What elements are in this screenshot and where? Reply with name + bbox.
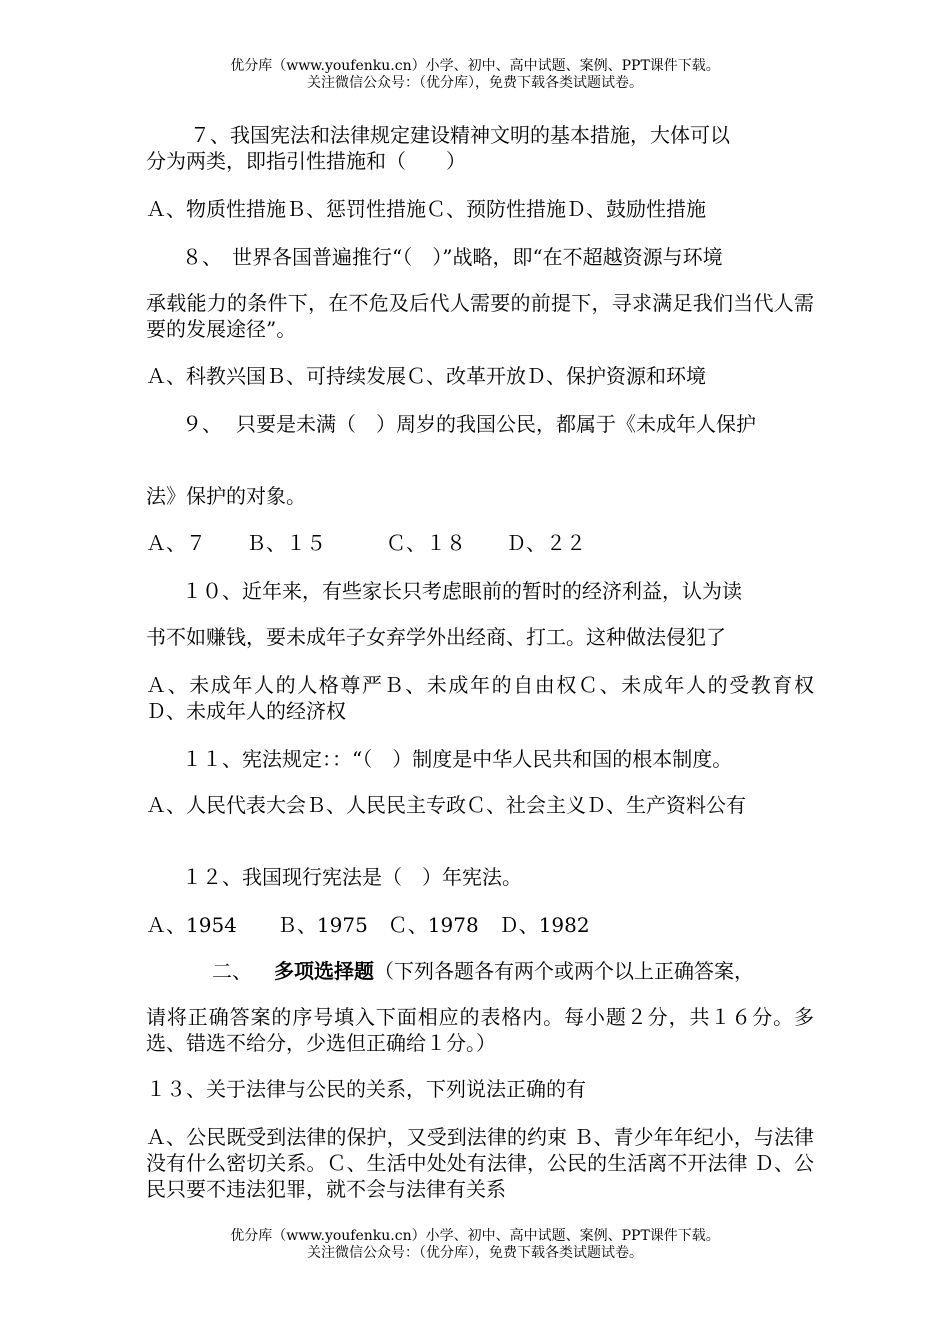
- question-7-line-2: 分为两类，即指引性措施和（ ）: [146, 149, 466, 173]
- question-9-options: Ａ、７ Ｂ、１５ Ｃ、１８ Ｄ、２２: [146, 531, 586, 555]
- page-footer: [0, 1228, 950, 1262]
- footer-line-2: 关注微信公众号：（优分库），免费下载各类试题试卷。: [307, 1245, 643, 1261]
- section-2-heading: [212, 958, 754, 984]
- section-2-line-1-rest: （下列各题各有两个或两个以上正确答案，: [374, 959, 754, 983]
- section-2-title: 多项选择题: [274, 959, 374, 983]
- question-8-options: Ａ、科教兴国Ｂ、可持续发展Ｃ、改革开放Ｄ、保护资源和环境: [146, 364, 706, 388]
- question-10-line-2: 书不如赚钱，要未成年子女弃学外出经商、打工。这种做法侵犯了: [146, 625, 726, 649]
- question-13-line-1: １３、关于法律与公民的关系，下列说法正确的有: [146, 1077, 586, 1101]
- question-8-line-1: ８、 世界各国普遍推行“（ ）”战略，即“在不超越资源与环境: [182, 245, 723, 269]
- question-9-line-1: 只要是未满（ ）周岁的我国公民，都属于《未成年人保护: [236, 412, 756, 436]
- question-7-line-1: ７、我国宪法和法律规定建设精神文明的基本措施，大体可以: [190, 123, 730, 147]
- question-11-line-1: １１、宪法规定：：“（ ）制度是中华人民共和国的根本制度。: [182, 747, 733, 771]
- question-9-line-2: 法》保护的对象。: [146, 484, 306, 508]
- question-8-line-2: 承载能力的条件下，在不危及后代人需要的前提下，寻求满足我们当代人需要的发展途径”。: [146, 291, 814, 341]
- header-line-1: 优分库（www.youfenku.cn）小学、初中、高中试题、案例、PPT课件下载。: [230, 58, 720, 74]
- section-2-number: 二、: [212, 959, 252, 983]
- question-10-line-1: １０、近年来，有些家长只考虑眼前的暂时的经济利益，认为读: [182, 579, 742, 603]
- section-2-instructions: 请将正确答案的序号填入下面相应的表格内。每小题２分，共１６分。多选、错选不给分，少选但正确给１分。）: [146, 1005, 814, 1055]
- question-12-options: Ａ、1954 Ｂ、1975 Ｃ、1978 Ｄ、1982: [146, 913, 590, 937]
- question-9-number: ９、: [182, 412, 222, 436]
- page-header: [0, 58, 950, 92]
- question-12-line-1: １２、我国现行宪法是（ ）年宪法。: [182, 865, 522, 889]
- question-10-options: Ａ、未成年人的人格尊严Ｂ、未成年的自由权Ｃ、未成年人的受教育权 Ｄ、未成年人的经济权: [146, 673, 834, 723]
- header-line-2: 关注微信公众号：（优分库），免费下载各类试题试卷。: [307, 75, 643, 91]
- footer-line-1: 优分库（www.youfenku.cn）小学、初中、高中试题、案例、PPT课件下载。: [230, 1228, 720, 1244]
- question-13-options: Ａ、公民既受到法律的保护，又受到法律的约束 Ｂ、青少年年纪小，与法律没有什么密切关系。Ｃ、生活中处处有法律，公民的生活离不开法律 Ｄ、公民只要不违法犯罪，就不会与法律有关系: [146, 1125, 814, 1201]
- question-7-options: Ａ、物质性措施Ｂ、惩罚性措施Ｃ、预防性措施Ｄ、鼓励性措施: [146, 197, 706, 221]
- question-11-options: Ａ、人民代表大会Ｂ、人民民主专政Ｃ、社会主义Ｄ、生产资料公有: [146, 793, 746, 817]
